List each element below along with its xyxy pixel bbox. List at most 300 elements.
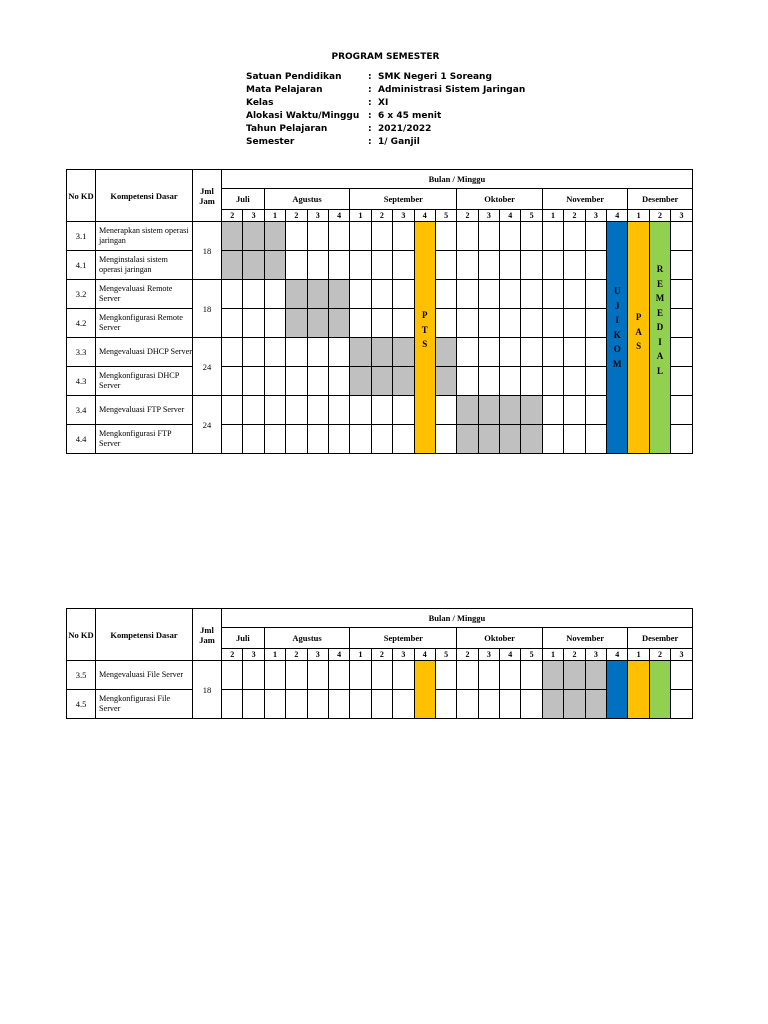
week-number: 2 [222, 210, 243, 222]
ujikom-label-letter: K [613, 329, 621, 340]
week-cell [564, 251, 585, 280]
week-number: 3 [307, 210, 328, 222]
pts-label-letter: S [422, 339, 428, 349]
week-cell [243, 425, 264, 454]
week-cell [542, 425, 563, 454]
week-cell [307, 251, 328, 280]
week-number: 2 [286, 210, 307, 222]
week-number: 5 [521, 649, 542, 661]
week-number: 3 [307, 649, 328, 661]
kd-number: 4.3 [67, 367, 96, 396]
week-cell [542, 251, 563, 280]
month-november: November [542, 189, 628, 210]
week-cell [222, 396, 243, 425]
week-cell [328, 425, 349, 454]
week-number: 4 [500, 649, 521, 661]
week-cell [457, 222, 478, 251]
week-cell [371, 661, 392, 690]
week-number: 3 [393, 210, 414, 222]
week-cell [521, 338, 542, 367]
week-cell [243, 222, 264, 251]
kd-description: Mengevaluasi DHCP Server [96, 338, 193, 367]
week-cell [243, 367, 264, 396]
week-number: 2 [457, 649, 478, 661]
week-number: 3 [478, 210, 499, 222]
jml-jam-value: 24 [193, 338, 222, 396]
week-number: 2 [371, 649, 392, 661]
week-cell [457, 661, 478, 690]
week-cell [585, 280, 606, 309]
week-cell [478, 222, 499, 251]
week-cell [350, 280, 371, 309]
info-row [246, 97, 525, 110]
header-jml-jam: Jml Jam [193, 170, 222, 222]
week-cell [585, 222, 606, 251]
week-number: 2 [222, 649, 243, 661]
info-colon: : [368, 97, 372, 108]
column-remedial [649, 222, 670, 454]
jml-jam-value: 18 [193, 222, 222, 280]
week-cell [328, 222, 349, 251]
week-cell [435, 396, 456, 425]
table-row [67, 222, 693, 251]
week-cell [264, 251, 285, 280]
week-cell [435, 367, 456, 396]
week-cell [222, 661, 243, 690]
column-ujikom [607, 661, 628, 719]
info-value: 2021/2022 [378, 123, 432, 134]
table-row [67, 396, 693, 425]
week-cell [307, 661, 328, 690]
kd-number: 3.4 [67, 396, 96, 425]
week-cell [350, 425, 371, 454]
week-cell [286, 338, 307, 367]
week-cell [435, 222, 456, 251]
week-cell [478, 425, 499, 454]
info-colon: : [368, 110, 372, 121]
week-cell [521, 425, 542, 454]
week-cell [307, 222, 328, 251]
week-cell [350, 396, 371, 425]
week-cell [307, 425, 328, 454]
week-cell [585, 251, 606, 280]
week-number: 4 [328, 649, 349, 661]
week-cell [564, 280, 585, 309]
week-cell [222, 367, 243, 396]
week-cell [478, 367, 499, 396]
column-remedial [649, 661, 670, 719]
week-number: 1 [264, 210, 285, 222]
month-juli: Juli [222, 628, 265, 649]
month-desember: Desember [628, 628, 692, 649]
week-cell [585, 661, 606, 690]
week-cell [564, 338, 585, 367]
week-cell [542, 396, 563, 425]
week-cell [478, 661, 499, 690]
week-cell [328, 690, 349, 719]
week-cell [457, 425, 478, 454]
week-cell [671, 222, 693, 251]
week-cell [500, 222, 521, 251]
week-cell [521, 690, 542, 719]
week-cell [243, 251, 264, 280]
week-cell [307, 338, 328, 367]
week-cell [328, 280, 349, 309]
week-cell [307, 280, 328, 309]
week-cell [350, 661, 371, 690]
week-cell [478, 251, 499, 280]
week-cell [478, 280, 499, 309]
info-value: XI [378, 97, 389, 108]
week-cell [328, 396, 349, 425]
week-cell [243, 280, 264, 309]
week-cell [521, 222, 542, 251]
week-cell [500, 251, 521, 280]
week-cell [435, 661, 456, 690]
table-row [67, 338, 693, 367]
kd-description: Mengevaluasi File Server [96, 661, 193, 690]
ujikom-label-letter: J [614, 300, 620, 311]
pts-label-letter: T [421, 324, 428, 335]
ujikom-label-letter: U [613, 286, 621, 296]
header-row [67, 170, 693, 189]
week-number: 2 [649, 649, 670, 661]
week-cell [243, 396, 264, 425]
pas-label-letter: A [635, 326, 642, 337]
week-cell [307, 367, 328, 396]
week-cell [393, 222, 414, 251]
month-september: September [350, 189, 457, 210]
remedial-label-letter: R [656, 264, 664, 274]
remedial-label [650, 262, 670, 378]
week-number: 3 [478, 649, 499, 661]
week-number: 1 [350, 210, 371, 222]
week-number: 2 [649, 210, 670, 222]
week-cell [286, 396, 307, 425]
week-cell [350, 690, 371, 719]
table-row [67, 367, 693, 396]
week-cell [371, 251, 392, 280]
week-cell [264, 661, 285, 690]
week-cell [457, 309, 478, 338]
week-cell [243, 661, 264, 690]
week-cell [457, 690, 478, 719]
week-cell [371, 222, 392, 251]
week-cell [478, 690, 499, 719]
table-row [67, 425, 693, 454]
header-kompetensi: Kompetensi Dasar [96, 170, 193, 222]
week-number: 4 [328, 210, 349, 222]
column-pas [628, 661, 649, 719]
table-row [67, 661, 693, 690]
week-number: 1 [542, 210, 563, 222]
week-number: 4 [607, 649, 628, 661]
week-number: 1 [542, 649, 563, 661]
table-row [67, 280, 693, 309]
ujikom-label-letter: I [615, 315, 619, 325]
column-pts [414, 661, 435, 719]
info-colon: : [368, 123, 372, 134]
header-no-kd: No KD [67, 609, 96, 661]
info-value: 6 x 45 menit [378, 110, 442, 121]
kd-number: 4.1 [67, 251, 96, 280]
week-cell [671, 251, 693, 280]
info-label: Alokasi Waktu/Minggu [246, 110, 360, 121]
document-title: PROGRAM SEMESTER [331, 52, 440, 62]
schedule-table-1 [66, 169, 693, 454]
remedial-label-letter: L [657, 365, 664, 376]
kd-description: Mengkonfigurasi DHCP Server [96, 367, 193, 396]
info-label: Tahun Pelajaran [246, 123, 328, 134]
week-cell [500, 690, 521, 719]
week-cell [542, 661, 563, 690]
week-cell [457, 251, 478, 280]
week-cell [500, 309, 521, 338]
week-cell [393, 280, 414, 309]
week-cell [222, 309, 243, 338]
week-cell [500, 396, 521, 425]
week-cell [350, 222, 371, 251]
week-cell [393, 251, 414, 280]
week-cell [457, 367, 478, 396]
week-cell [350, 338, 371, 367]
pas-label-letter: P [635, 312, 642, 322]
week-cell [542, 309, 563, 338]
pas-label [628, 310, 648, 354]
week-cell [478, 338, 499, 367]
month-oktober: Oktober [457, 628, 543, 649]
week-cell [222, 338, 243, 367]
week-cell [222, 222, 243, 251]
kd-number: 3.3 [67, 338, 96, 367]
week-cell [585, 338, 606, 367]
week-cell [307, 309, 328, 338]
pts-label-letter: P [421, 310, 428, 320]
week-cell [521, 251, 542, 280]
remedial-label-letter: M [655, 293, 665, 303]
week-cell [286, 280, 307, 309]
month-juli: Juli [222, 189, 265, 210]
week-cell [500, 367, 521, 396]
week-cell [393, 396, 414, 425]
week-number: 3 [585, 649, 606, 661]
kd-description: Mengevaluasi Remote Server [96, 280, 193, 309]
week-number: 5 [435, 210, 456, 222]
week-cell [264, 690, 285, 719]
kd-number: 4.2 [67, 309, 96, 338]
week-number: 1 [628, 649, 649, 661]
kd-number: 4.5 [67, 690, 96, 719]
schedule-table-2 [66, 608, 693, 719]
week-number: 4 [414, 210, 435, 222]
week-cell [435, 690, 456, 719]
week-cell [585, 367, 606, 396]
month-september: September [350, 628, 457, 649]
week-cell [564, 309, 585, 338]
week-cell [521, 309, 542, 338]
week-cell [371, 396, 392, 425]
week-cell [478, 396, 499, 425]
week-number: 3 [243, 649, 264, 661]
info-row [246, 71, 525, 84]
week-cell [564, 425, 585, 454]
kd-number: 3.2 [67, 280, 96, 309]
week-cell [307, 396, 328, 425]
week-cell [585, 425, 606, 454]
week-cell [671, 280, 693, 309]
week-cell [264, 396, 285, 425]
week-number: 1 [628, 210, 649, 222]
header-no-kd: No KD [67, 170, 96, 222]
info-row [246, 123, 525, 136]
week-cell [457, 396, 478, 425]
week-cell [371, 690, 392, 719]
week-cell [435, 251, 456, 280]
kd-number: 3.5 [67, 661, 96, 690]
kd-number: 3.1 [67, 222, 96, 251]
info-value: SMK Negeri 1 Soreang [378, 72, 492, 82]
remedial-label-letter: E [657, 278, 664, 289]
info-colon: : [368, 84, 372, 95]
column-ujikom [607, 222, 628, 454]
document-info [246, 71, 525, 148]
week-cell [542, 690, 563, 719]
week-cell [371, 367, 392, 396]
week-cell [286, 661, 307, 690]
week-cell [286, 425, 307, 454]
week-cell [500, 425, 521, 454]
table-row [67, 251, 693, 280]
week-cell [435, 338, 456, 367]
pts-label [415, 308, 435, 352]
info-row [246, 84, 525, 97]
week-cell [542, 222, 563, 251]
week-cell [478, 309, 499, 338]
pas-label-letter: S [636, 341, 642, 351]
header-jml-jam: Jml Jam [193, 609, 222, 661]
week-cell [264, 425, 285, 454]
info-label: Semester [246, 136, 295, 147]
column-pas [628, 222, 649, 454]
week-number: 4 [500, 210, 521, 222]
week-cell [542, 367, 563, 396]
week-cell [286, 251, 307, 280]
info-label: Mata Pelajaran [246, 84, 323, 95]
week-cell [393, 309, 414, 338]
week-cell [564, 367, 585, 396]
info-row [246, 136, 525, 149]
info-label: Satuan Pendidikan [246, 72, 342, 82]
week-number: 4 [607, 210, 628, 222]
week-number: 1 [350, 649, 371, 661]
week-cell [371, 309, 392, 338]
week-cell [542, 338, 563, 367]
week-number: 2 [371, 210, 392, 222]
week-number: 2 [457, 210, 478, 222]
week-cell [393, 690, 414, 719]
week-cell [328, 338, 349, 367]
week-cell [500, 280, 521, 309]
week-cell [286, 222, 307, 251]
info-value: Administrasi Sistem Jaringan [378, 84, 526, 95]
week-cell [264, 222, 285, 251]
week-cell [243, 338, 264, 367]
info-colon: : [368, 72, 372, 82]
week-cell [435, 425, 456, 454]
week-cell [585, 309, 606, 338]
week-cell [243, 309, 264, 338]
jml-jam-value: 18 [193, 280, 222, 338]
ujikom-label-letter: M [612, 358, 622, 369]
remedial-label-letter: E [657, 307, 664, 318]
kd-description: Mengkonfigurasi File Server [96, 690, 193, 719]
week-cell [328, 661, 349, 690]
week-cell [671, 425, 693, 454]
week-cell [671, 309, 693, 338]
week-cell [264, 280, 285, 309]
ujikom-label-letter: O [613, 344, 621, 354]
info-row [246, 110, 525, 123]
week-cell [286, 367, 307, 396]
kd-description: Mengkonfigurasi Remote Server [96, 309, 193, 338]
week-cell [350, 367, 371, 396]
week-cell [435, 309, 456, 338]
week-number: 3 [243, 210, 264, 222]
week-cell [264, 367, 285, 396]
week-cell [328, 367, 349, 396]
week-cell [671, 338, 693, 367]
week-cell [243, 690, 264, 719]
week-cell [500, 661, 521, 690]
info-value: 1/ Ganjil [378, 136, 420, 147]
week-cell [500, 338, 521, 367]
week-cell [307, 690, 328, 719]
month-agustus: Agustus [264, 628, 350, 649]
remedial-label-letter: A [656, 351, 664, 361]
week-cell [671, 367, 693, 396]
week-cell [286, 309, 307, 338]
week-cell [671, 690, 693, 719]
jml-jam-value: 24 [193, 396, 222, 454]
kd-number: 4.4 [67, 425, 96, 454]
week-cell [521, 280, 542, 309]
week-cell [585, 396, 606, 425]
week-number: 3 [671, 210, 693, 222]
week-cell [222, 690, 243, 719]
table-row [67, 309, 693, 338]
info-label: Kelas [246, 97, 274, 108]
week-cell [222, 251, 243, 280]
week-number: 5 [521, 210, 542, 222]
header-bulan-minggu: Bulan / Minggu [222, 170, 693, 189]
week-number: 2 [564, 210, 585, 222]
week-cell [350, 309, 371, 338]
week-cell [264, 309, 285, 338]
week-cell [350, 251, 371, 280]
week-cell [671, 396, 693, 425]
month-desember: Desember [628, 189, 692, 210]
week-number: 3 [585, 210, 606, 222]
week-cell [585, 690, 606, 719]
remedial-label-letter: D [656, 322, 664, 332]
week-cell [393, 661, 414, 690]
month-oktober: Oktober [457, 189, 543, 210]
week-cell [371, 425, 392, 454]
week-cell [393, 338, 414, 367]
header-row [67, 609, 693, 628]
week-number: 1 [264, 649, 285, 661]
week-number: 3 [393, 649, 414, 661]
